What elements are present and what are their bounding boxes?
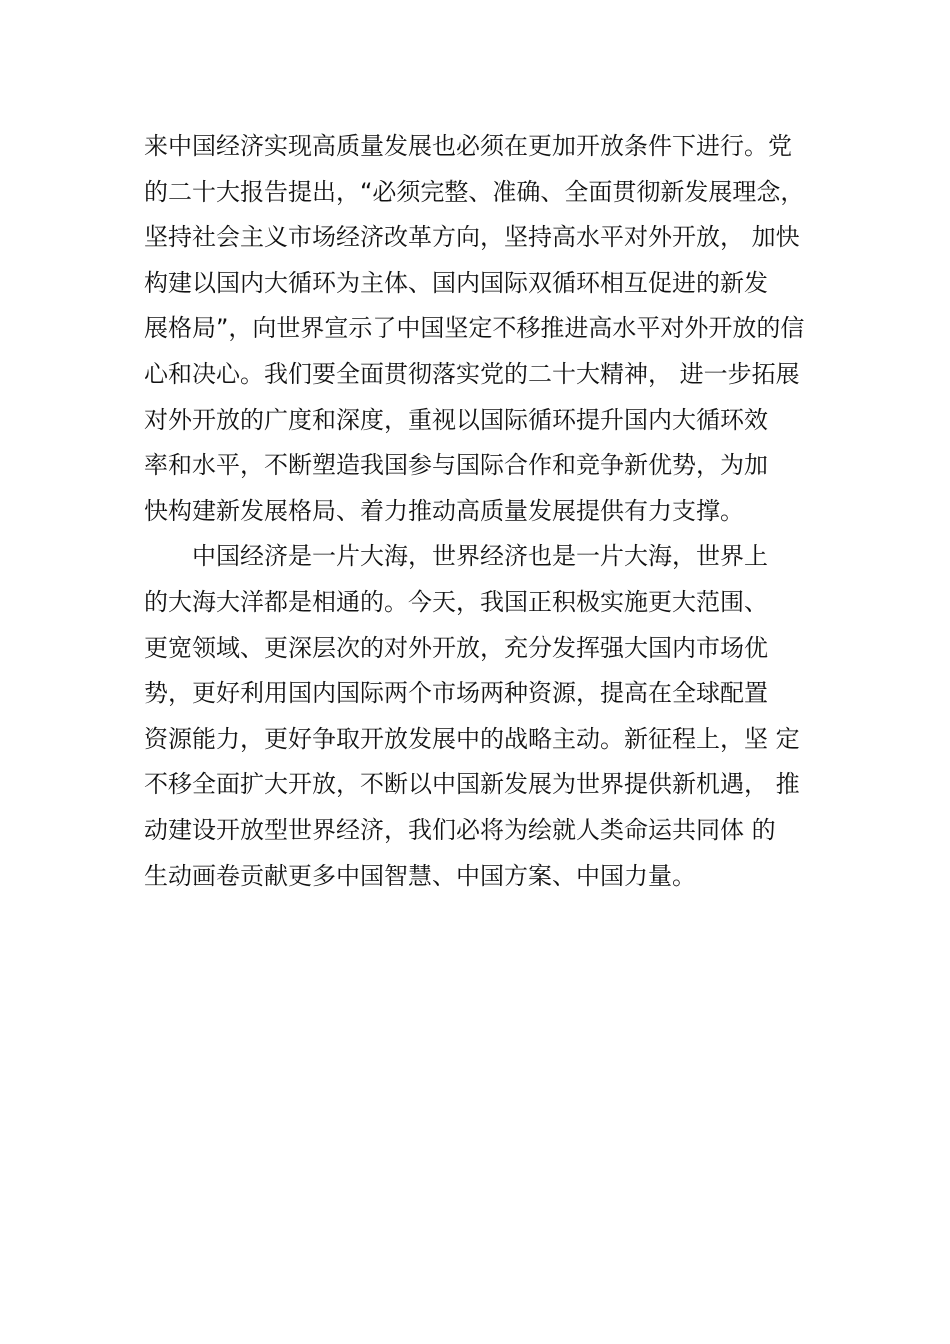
paragraph-2-line: 中国经济是一片大海，世界经济也是一片大海，世界上 (144, 542, 768, 571)
paragraph-1-line: 率和水平，不断塑造我国参与国际合作和竞争新优势，为加 (144, 451, 768, 480)
paragraph-1-line: 构建以国内大循环为主体、国内国际双循环相互促进的新发 (144, 268, 768, 297)
paragraph-1-line: 快构建新发展格局、着力推动高质量发展提供有力支撑。 (144, 496, 744, 525)
paragraph-2-line: 不移全面扩大开放，不断以中国新发展为世界提供新机遇， 推 (144, 770, 800, 799)
paragraph-2-line: 动建设开放型世界经济，我们必将为绘就人类命运共同体 的 (144, 815, 776, 844)
paragraph-1-line: 对外开放的广度和深度，重视以国际循环提升国内大循环效 (144, 405, 768, 434)
paragraph-2-line: 更宽领域、更深层次的对外开放，充分发挥强大国内市场优 (144, 633, 768, 662)
paragraph-1-line: 坚持社会主义市场经济改革方向，坚持高水平对外开放， 加快 (144, 223, 800, 252)
body-text (144, 124, 834, 899)
paragraph-2-line: 的大海大洋都是相通的。今天，我国正积极实施更大范围、 (144, 587, 768, 616)
paragraph-2-line: 资源能力，更好争取开放发展中的战略主动。新征程上，坚 定 (144, 724, 800, 753)
paragraph-1-line: 心和决心。我们要全面贯彻落实党的二十大精神， 进一步拓展 (144, 359, 800, 388)
paragraph-1-line: 来中国经济实现高质量发展也必须在更加开放条件下进行。党 (144, 132, 792, 160)
paragraph-1-line: 展格局”，向世界宣示了中国坚定不移推进高水平对外开放的信 (144, 314, 805, 343)
paragraph-2-line: 生动画卷贡献更多中国智慧、中国方案、中国力量。 (144, 861, 696, 890)
paragraph-2-line: 势，更好利用国内国际两个市场两种资源，提高在全球配置 (144, 679, 768, 708)
paragraph-1-line: 的二十大报告提出，“必须完整、准确、全面贯彻新发展理念， (144, 177, 805, 206)
